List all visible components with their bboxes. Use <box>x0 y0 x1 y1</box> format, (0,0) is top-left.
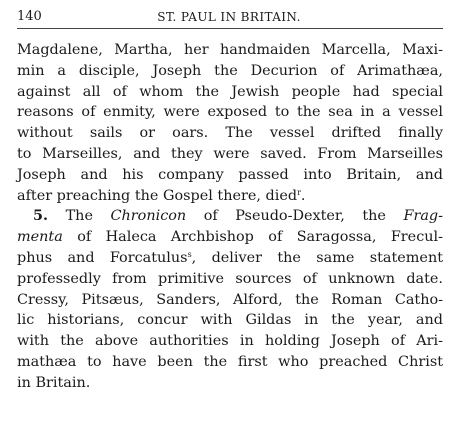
text-line <box>17 206 443 227</box>
text-line <box>17 248 443 269</box>
text-run: phus and Forcatulus <box>17 249 188 266</box>
text-line: mathæa to have been the first who preached Christ <box>17 353 443 370</box>
text-line: professedly from primitive sources of unknown date. <box>17 270 443 287</box>
text-line: min a disciple, Joseph the Decurion of Arimathæa, <box>17 62 443 79</box>
text-line <box>17 186 443 207</box>
text-line: to Marseilles, and they were saved. From Marseilles <box>17 145 443 162</box>
text-line: in Britain. <box>17 374 91 391</box>
italic-title: Chronicon <box>110 208 187 225</box>
text-run: of Pseudo-Dexter, the <box>186 208 404 225</box>
text-line: Cressy, Pitsæus, Sanders, Alford, the Roman Catho- <box>17 291 443 308</box>
text-line: with the above authorities in holding Joseph of Ari- <box>17 333 443 350</box>
text-line: Magdalene, Martha, her handmaiden Marcella, Maxi- <box>17 42 443 58</box>
header-rule <box>17 28 443 29</box>
paragraph-2 <box>17 206 443 393</box>
text-line: lic historians, concur with Gildas in the year, and <box>17 312 443 329</box>
page-number: 140 <box>17 9 42 24</box>
text-run: , deliver the same statement <box>191 249 443 266</box>
text-run: of Haleca Archbishop of Saragossa, Frecul- <box>62 229 443 246</box>
text-run: after preaching the Gospel there, died <box>17 187 298 204</box>
italic-title: Frag- <box>403 208 443 225</box>
text-run: . <box>300 187 306 204</box>
footnote-marker-r: r <box>297 187 301 197</box>
italic-title: menta <box>17 229 63 246</box>
text-line: reasons of enmity, were exposed to the sea in a vessel <box>17 104 443 121</box>
footnote-marker-s: s <box>187 249 192 259</box>
paragraph-number: 5. <box>33 207 49 225</box>
text-line: against all of whom the Jewish people had special <box>17 83 443 100</box>
text-run: The <box>48 208 111 225</box>
paragraph-1 <box>17 40 443 206</box>
running-title: ST. PAUL IN BRITAIN. <box>157 10 301 24</box>
text-line: Joseph and his company passed into Britain, and <box>17 166 443 183</box>
text-line: without sails or oars. The vessel drifted finally <box>17 125 443 142</box>
text-line <box>17 227 443 248</box>
body-text <box>17 40 443 394</box>
page-header <box>17 7 441 27</box>
